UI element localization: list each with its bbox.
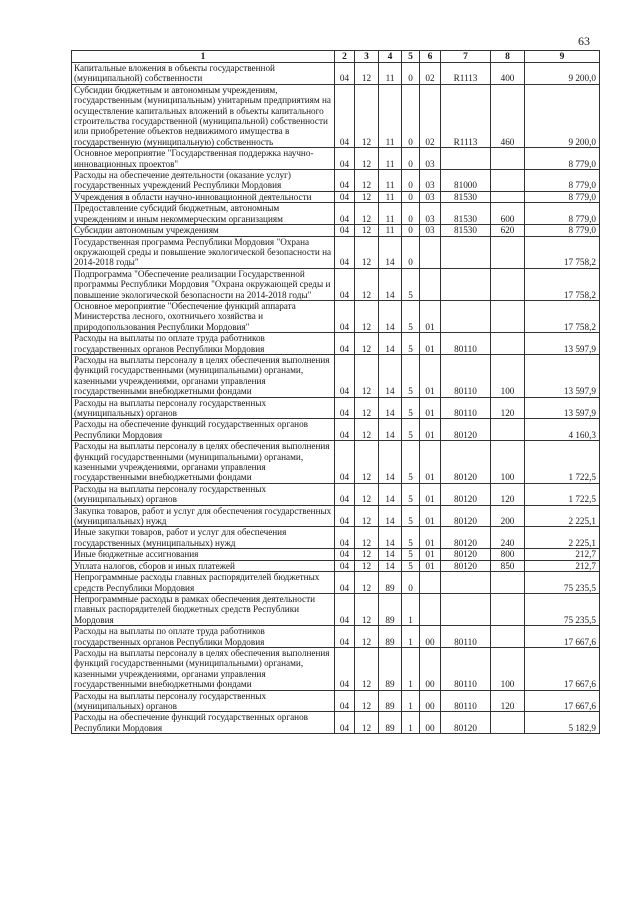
expense-type-cell	[491, 712, 525, 734]
podrazdel-cell: 12	[355, 549, 379, 560]
razdel-cell: 04	[335, 203, 355, 225]
program-cell: 14	[379, 268, 402, 300]
podrazdel-cell: 12	[355, 483, 379, 505]
column-header: 2	[335, 51, 355, 63]
podrazdel-cell: 12	[355, 419, 379, 441]
direction-cell: 80120	[441, 419, 491, 441]
subprogram-cell: 5	[402, 419, 420, 441]
table-row	[72, 191, 600, 202]
direction-cell: 81530	[441, 225, 491, 236]
table-row	[72, 268, 600, 300]
table-row	[72, 647, 600, 690]
event-cell: 01	[420, 419, 441, 441]
podrazdel-cell: 12	[355, 505, 379, 527]
podrazdel-cell: 12	[355, 203, 379, 225]
amount-cell: 13 597,9	[525, 397, 600, 419]
row-name-cell: Расходы на выплаты персоналу государственных (муниципальных) органов	[72, 690, 335, 712]
expense-type-cell	[491, 170, 525, 192]
table-row	[72, 148, 600, 170]
subprogram-cell: 0	[402, 84, 420, 147]
razdel-cell: 04	[335, 572, 355, 594]
direction-cell: 80110	[441, 690, 491, 712]
subprogram-cell: 5	[402, 549, 420, 560]
subprogram-cell: 5	[402, 333, 420, 355]
table-row	[72, 505, 600, 527]
amount-cell: 17 667,6	[525, 626, 600, 648]
program-cell: 89	[379, 626, 402, 648]
subprogram-cell: 5	[402, 300, 420, 332]
subprogram-cell: 0	[402, 203, 420, 225]
event-cell: 01	[420, 441, 441, 484]
subprogram-cell: 1	[402, 593, 420, 625]
podrazdel-cell: 12	[355, 333, 379, 355]
column-header: 3	[355, 51, 379, 63]
direction-cell: 81000	[441, 170, 491, 192]
direction-cell	[441, 300, 491, 332]
amount-cell: 9 200,0	[525, 63, 600, 85]
razdel-cell: 04	[335, 397, 355, 419]
event-cell: 01	[420, 549, 441, 560]
table-row	[72, 527, 600, 549]
row-name-cell: Государственная программа Республики Мордовия "Охрана окружающей среды и повышение экологической безопасности на 2014-2018 годы"	[72, 236, 335, 268]
event-cell: 02	[420, 84, 441, 147]
podrazdel-cell: 12	[355, 397, 379, 419]
row-name-cell: Уплата налогов, сборов и иных платежей	[72, 560, 335, 571]
podrazdel-cell: 12	[355, 268, 379, 300]
amount-cell: 17 758,2	[525, 300, 600, 332]
expense-type-cell: 400	[491, 63, 525, 85]
podrazdel-cell: 12	[355, 63, 379, 85]
program-cell: 14	[379, 505, 402, 527]
row-name-cell: Расходы на обеспечение функций государственных органов Республики Мордовия	[72, 712, 335, 734]
direction-cell: 81530	[441, 203, 491, 225]
program-cell: 89	[379, 647, 402, 690]
row-name-cell: Расходы на выплаты персоналу государственных (муниципальных) органов	[72, 483, 335, 505]
razdel-cell: 04	[335, 527, 355, 549]
row-name-cell: Расходы на выплаты персоналу в целях обеспечения выполнения функций государственными (муниципальными) органами, казенными учреждениями, органами управления государственными внебюджетными фондами	[72, 354, 335, 397]
event-cell: 01	[420, 397, 441, 419]
table-row	[72, 549, 600, 560]
event-cell: 01	[420, 333, 441, 355]
row-name-cell: Расходы на выплаты персоналу в целях обеспечения выполнения функций государственными (муниципальными) органами, казенными учреждениями, органами управления государственными внебюджетными фондами	[72, 647, 335, 690]
subprogram-cell: 5	[402, 354, 420, 397]
direction-cell: 80110	[441, 333, 491, 355]
direction-cell	[441, 236, 491, 268]
direction-cell: 80110	[441, 626, 491, 648]
podrazdel-cell: 12	[355, 560, 379, 571]
event-cell: 01	[420, 354, 441, 397]
expense-type-cell	[491, 333, 525, 355]
direction-cell: 80120	[441, 560, 491, 571]
event-cell: 03	[420, 225, 441, 236]
event-cell: 00	[420, 690, 441, 712]
event-cell	[420, 236, 441, 268]
event-cell: 02	[420, 63, 441, 85]
table-row	[72, 354, 600, 397]
amount-cell: 8 779,0	[525, 170, 600, 192]
event-cell: 03	[420, 148, 441, 170]
page-number: 63	[578, 34, 590, 48]
subprogram-cell: 1	[402, 647, 420, 690]
amount-cell: 8 779,0	[525, 148, 600, 170]
column-header: 9	[525, 51, 600, 63]
razdel-cell: 04	[335, 63, 355, 85]
row-name-cell: Иные бюджетные ассигнования	[72, 549, 335, 560]
program-cell: 14	[379, 560, 402, 571]
event-cell: 01	[420, 505, 441, 527]
column-header: 1	[72, 51, 335, 63]
amount-cell: 2 225,1	[525, 527, 600, 549]
row-name-cell: Капитальные вложения в объекты государственной (муниципальной) собственности	[72, 63, 335, 85]
podrazdel-cell: 12	[355, 84, 379, 147]
table-row	[72, 203, 600, 225]
amount-cell: 13 597,9	[525, 354, 600, 397]
program-cell: 11	[379, 84, 402, 147]
direction-cell: R1113	[441, 84, 491, 147]
row-name-cell: Расходы на выплаты по оплате труда работников государственных органов Республики Мордовия	[72, 333, 335, 355]
table-row	[72, 483, 600, 505]
row-name-cell: Предоставление субсидий бюджетным, автономным учреждениям и иным некоммерческим организациям	[72, 203, 335, 225]
program-cell: 11	[379, 170, 402, 192]
subprogram-cell: 0	[402, 225, 420, 236]
direction-cell	[441, 268, 491, 300]
program-cell: 14	[379, 527, 402, 549]
direction-cell	[441, 572, 491, 594]
table-row	[72, 560, 600, 571]
program-cell: 89	[379, 712, 402, 734]
event-cell	[420, 593, 441, 625]
program-cell: 11	[379, 63, 402, 85]
table-row	[72, 572, 600, 594]
expense-type-cell: 850	[491, 560, 525, 571]
razdel-cell: 04	[335, 505, 355, 527]
row-name-cell: Учреждения в области научно-инновационной деятельности	[72, 191, 335, 202]
expense-type-cell: 120	[491, 397, 525, 419]
row-name-cell: Закупка товаров, работ и услуг для обеспечения государственных (муниципальных) нужд	[72, 505, 335, 527]
table-row	[72, 441, 600, 484]
expense-type-cell: 100	[491, 354, 525, 397]
direction-cell: R1113	[441, 63, 491, 85]
column-header: 6	[420, 51, 441, 63]
amount-cell: 4 160,3	[525, 419, 600, 441]
row-name-cell: Расходы на выплаты по оплате труда работников государственных органов Республики Мордовия	[72, 626, 335, 648]
amount-cell: 8 779,0	[525, 203, 600, 225]
subprogram-cell: 5	[402, 268, 420, 300]
podrazdel-cell: 12	[355, 690, 379, 712]
direction-cell: 81530	[441, 191, 491, 202]
expense-type-cell: 200	[491, 505, 525, 527]
event-cell: 01	[420, 483, 441, 505]
podrazdel-cell: 12	[355, 148, 379, 170]
subprogram-cell: 0	[402, 191, 420, 202]
table-row	[72, 626, 600, 648]
table-row	[72, 225, 600, 236]
razdel-cell: 04	[335, 236, 355, 268]
expense-type-cell	[491, 593, 525, 625]
subprogram-cell: 1	[402, 712, 420, 734]
direction-cell: 80120	[441, 549, 491, 560]
event-cell: 00	[420, 712, 441, 734]
amount-cell: 212,7	[525, 560, 600, 571]
row-name-cell: Непрограммные расходы главных распорядителей бюджетных средств Республики Мордовия	[72, 572, 335, 594]
subprogram-cell: 5	[402, 505, 420, 527]
amount-cell: 75 235,5	[525, 593, 600, 625]
podrazdel-cell: 12	[355, 647, 379, 690]
expense-type-cell: 460	[491, 84, 525, 147]
amount-cell: 17 667,6	[525, 647, 600, 690]
razdel-cell: 04	[335, 560, 355, 571]
row-name-cell: Субсидии автономным учреждениям	[72, 225, 335, 236]
table-body	[72, 63, 600, 734]
program-cell: 14	[379, 441, 402, 484]
amount-cell: 13 597,9	[525, 333, 600, 355]
table-row	[72, 333, 600, 355]
razdel-cell: 04	[335, 712, 355, 734]
program-cell: 11	[379, 191, 402, 202]
program-cell: 14	[379, 354, 402, 397]
amount-cell: 8 779,0	[525, 191, 600, 202]
razdel-cell: 04	[335, 549, 355, 560]
amount-cell: 17 758,2	[525, 236, 600, 268]
razdel-cell: 04	[335, 268, 355, 300]
razdel-cell: 04	[335, 354, 355, 397]
row-name-cell: Расходы на выплаты персоналу государственных (муниципальных) органов	[72, 397, 335, 419]
program-cell: 14	[379, 333, 402, 355]
podrazdel-cell: 12	[355, 626, 379, 648]
event-cell: 00	[420, 647, 441, 690]
podrazdel-cell: 12	[355, 191, 379, 202]
direction-cell: 80120	[441, 483, 491, 505]
expense-type-cell	[491, 191, 525, 202]
row-name-cell: Основное мероприятие "Государственная поддержка научно-инновационных проектов"	[72, 148, 335, 170]
subprogram-cell: 0	[402, 572, 420, 594]
razdel-cell: 04	[335, 170, 355, 192]
direction-cell: 80120	[441, 527, 491, 549]
table-row	[72, 712, 600, 734]
subprogram-cell: 5	[402, 527, 420, 549]
table-row	[72, 170, 600, 192]
direction-cell: 80110	[441, 354, 491, 397]
razdel-cell: 04	[335, 333, 355, 355]
amount-cell: 8 779,0	[525, 225, 600, 236]
row-name-cell: Расходы на обеспечение функций государственных органов Республики Мордовия	[72, 419, 335, 441]
razdel-cell: 04	[335, 148, 355, 170]
subprogram-cell: 5	[402, 483, 420, 505]
program-cell: 11	[379, 203, 402, 225]
podrazdel-cell: 12	[355, 300, 379, 332]
subprogram-cell: 0	[402, 170, 420, 192]
razdel-cell: 04	[335, 84, 355, 147]
program-cell: 14	[379, 397, 402, 419]
expense-type-cell	[491, 236, 525, 268]
table-row	[72, 63, 600, 85]
amount-cell: 17 758,2	[525, 268, 600, 300]
column-header: 8	[491, 51, 525, 63]
row-name-cell: Основное мероприятие "Обеспечение функций аппарата Министерства лесного, охотничьего хозяйства и природопользования Республики Мордовия"	[72, 300, 335, 332]
event-cell: 03	[420, 191, 441, 202]
amount-cell: 1 722,5	[525, 441, 600, 484]
direction-cell	[441, 148, 491, 170]
subprogram-cell: 1	[402, 626, 420, 648]
column-header: 7	[441, 51, 491, 63]
direction-cell: 80120	[441, 712, 491, 734]
razdel-cell: 04	[335, 441, 355, 484]
razdel-cell: 04	[335, 483, 355, 505]
podrazdel-cell: 12	[355, 236, 379, 268]
table-row	[72, 593, 600, 625]
amount-cell: 2 225,1	[525, 505, 600, 527]
program-cell: 89	[379, 593, 402, 625]
podrazdel-cell: 12	[355, 170, 379, 192]
table-row	[72, 419, 600, 441]
program-cell: 14	[379, 483, 402, 505]
expense-type-cell	[491, 626, 525, 648]
subprogram-cell: 5	[402, 397, 420, 419]
podrazdel-cell: 12	[355, 527, 379, 549]
direction-cell: 80110	[441, 647, 491, 690]
razdel-cell: 04	[335, 647, 355, 690]
row-name-cell: Субсидии бюджетным и автономным учреждениям, государственным (муниципальным) унитарным предприятиям на осуществление капитальных вложений в объекты капитального строительства государственной (муниципальной) собственности или приобретение объектов недвижимого имущества в государственную (муниципальную) собственность	[72, 84, 335, 147]
row-name-cell: Непрограммные расходы в рамках обеспечения деятельности главных распорядителей бюджетных средств Республики Мордовия	[72, 593, 335, 625]
subprogram-cell: 0	[402, 63, 420, 85]
amount-cell: 1 722,5	[525, 483, 600, 505]
subprogram-cell: 1	[402, 690, 420, 712]
event-cell: 01	[420, 527, 441, 549]
header-row	[72, 51, 600, 63]
amount-cell: 75 235,5	[525, 572, 600, 594]
expense-type-cell	[491, 419, 525, 441]
subprogram-cell: 5	[402, 560, 420, 571]
program-cell: 14	[379, 300, 402, 332]
row-name-cell: Расходы на выплаты персоналу в целях обеспечения выполнения функций государственными (муниципальными) органами, казенными учреждениями, органами управления государственными внебюджетными фондами	[72, 441, 335, 484]
razdel-cell: 04	[335, 419, 355, 441]
program-cell: 11	[379, 225, 402, 236]
subprogram-cell: 5	[402, 441, 420, 484]
amount-cell: 212,7	[525, 549, 600, 560]
amount-cell: 5 182,9	[525, 712, 600, 734]
row-name-cell: Подпрограмма "Обеспечение реализации Государственной программы Республики Мордовия "Охрана окружающей среды и повышение экологической безопасности на 2014-2018 годы"	[72, 268, 335, 300]
table-row	[72, 300, 600, 332]
row-name-cell: Иные закупки товаров, работ и услуг для обеспечения государственных (муниципальных) нужд	[72, 527, 335, 549]
podrazdel-cell: 12	[355, 354, 379, 397]
razdel-cell: 04	[335, 593, 355, 625]
direction-cell: 80110	[441, 397, 491, 419]
table-row	[72, 236, 600, 268]
razdel-cell: 04	[335, 300, 355, 332]
subprogram-cell: 0	[402, 236, 420, 268]
program-cell: 89	[379, 690, 402, 712]
table-row	[72, 690, 600, 712]
razdel-cell: 04	[335, 225, 355, 236]
expense-type-cell: 120	[491, 483, 525, 505]
expense-type-cell: 800	[491, 549, 525, 560]
expense-type-cell	[491, 268, 525, 300]
podrazdel-cell: 12	[355, 712, 379, 734]
expense-type-cell: 600	[491, 203, 525, 225]
event-cell: 00	[420, 626, 441, 648]
event-cell: 01	[420, 300, 441, 332]
podrazdel-cell: 12	[355, 225, 379, 236]
direction-cell	[441, 593, 491, 625]
program-cell: 11	[379, 148, 402, 170]
amount-cell: 9 200,0	[525, 84, 600, 147]
event-cell	[420, 572, 441, 594]
podrazdel-cell: 12	[355, 593, 379, 625]
expense-type-cell: 120	[491, 690, 525, 712]
budget-table	[71, 50, 600, 734]
table-row	[72, 397, 600, 419]
direction-cell: 80120	[441, 505, 491, 527]
event-cell: 01	[420, 560, 441, 571]
razdel-cell: 04	[335, 191, 355, 202]
program-cell: 14	[379, 549, 402, 560]
expense-type-cell: 620	[491, 225, 525, 236]
table-row	[72, 84, 600, 147]
amount-cell: 17 667,6	[525, 690, 600, 712]
razdel-cell: 04	[335, 690, 355, 712]
program-cell: 14	[379, 236, 402, 268]
expense-type-cell	[491, 572, 525, 594]
expense-type-cell: 100	[491, 441, 525, 484]
program-cell: 89	[379, 572, 402, 594]
event-cell	[420, 268, 441, 300]
podrazdel-cell: 12	[355, 572, 379, 594]
expense-type-cell: 240	[491, 527, 525, 549]
expense-type-cell	[491, 300, 525, 332]
subprogram-cell: 0	[402, 148, 420, 170]
row-name-cell: Расходы на обеспечение деятельности (оказание услуг) государственных учреждений Республики Мордовия	[72, 170, 335, 192]
column-header: 5	[402, 51, 420, 63]
column-header: 4	[379, 51, 402, 63]
event-cell: 03	[420, 170, 441, 192]
razdel-cell: 04	[335, 626, 355, 648]
podrazdel-cell: 12	[355, 441, 379, 484]
event-cell: 03	[420, 203, 441, 225]
direction-cell: 80120	[441, 441, 491, 484]
program-cell: 14	[379, 419, 402, 441]
expense-type-cell: 100	[491, 647, 525, 690]
expense-type-cell	[491, 148, 525, 170]
